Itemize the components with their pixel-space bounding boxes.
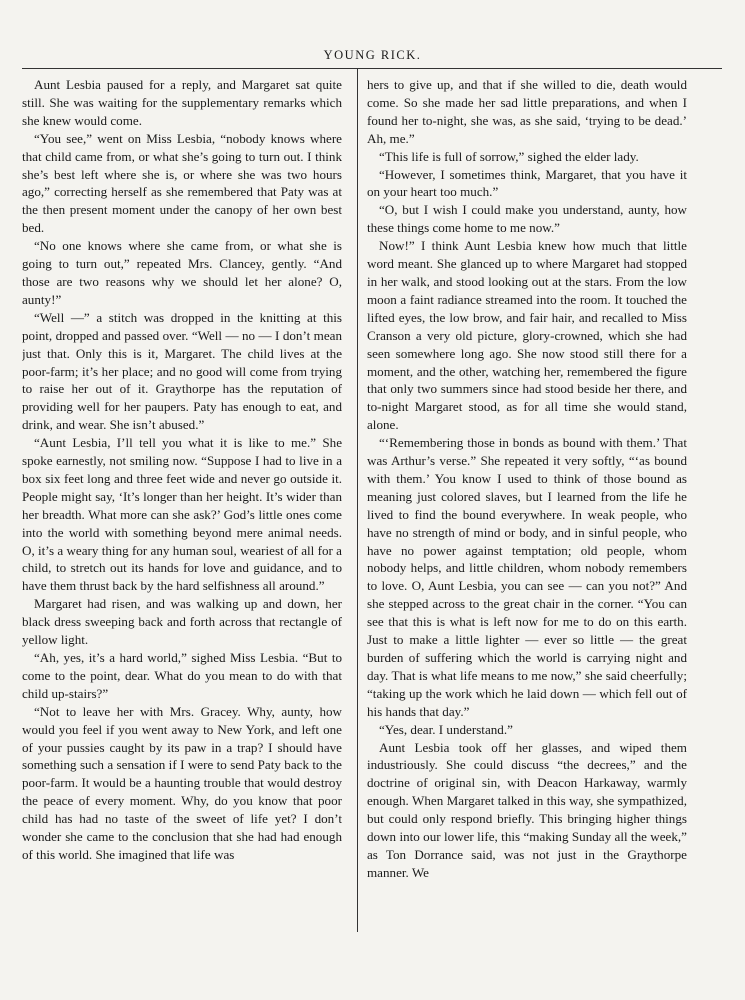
paragraph: “O, but I wish I could make you understand, aunty, how these things come home to me now.” bbox=[367, 202, 687, 236]
paragraph: “You see,” went on Miss Lesbia, “nobody knows where that child came from, or what she’s going to turn out. I think she’s best left where she is, or where she was two hours ago,” correcting herself as she remembered that Paty was at the then present moment under the canopy of her own best bed. bbox=[22, 130, 342, 236]
paragraph: Now!” I think Aunt Lesbia knew how much that little word meant. She glanced up to where Margaret had stopped in her walk, and stood looking out at the stars. From the low moon a faint radiance streamed into the room. It touched the lifted eyes, the low brow, and fair hair, and recalled to Miss Cranson a very old picture, glory-crowned, which she had seen somewhere long ago. She now stood still there for a moment, and the other, watching her, remembered the figure that only two summers since had stood beside her there, and to-night Margaret stood, as for all time she would stand, alone. bbox=[367, 238, 687, 433]
paragraph-continued: hers to give up, and that if she willed to die, death would come. So she made her sad little preparations, and when I found her to-night, she was, as she said, ‘trying to be dead.’ Ah, me.” bbox=[367, 77, 687, 146]
paragraph: “Ah, yes, it’s a hard world,” sighed Miss Lesbia. “But to come to the point, dear. What do you mean to do with that child up-stairs?” bbox=[22, 650, 342, 701]
left-column bbox=[22, 76, 342, 932]
header-rule bbox=[22, 68, 722, 69]
paragraph: “‘Remembering those in bonds as bound with them.’ That was Arthur’s verse.” She repeated it very softly, “‘as bound with them.’ You know I used to think of those bound as meaning just colored slaves, but I learned from the life he lived to find the bound everywhere. In weak people, who have no strength of mind or body, and in sinful people, who have no power against temptation; old people, whom nobody helps, and little children, whom nobody remembers to love. O, Aunt Lesbia, you can see — can you not?” And she stepped across to the great chair in the corner. “You can see that this is what is left now for me to do on this earth. Just to make a little lighter — ever so little — the great burden of suffering which the world is carrying night and day. That is what life means to me now,” she said cheerfully; “taking up the work which he laid down — which fell out of his hands that day.” bbox=[367, 435, 687, 719]
paragraph: “Not to leave her with Mrs. Gracey. Why, aunty, how would you feel if you went away to New York, and left one of your pussies caught by its paw in a trap? I should have something such a sensation if I were to send Paty back to the poor-farm. It would be a haunting trouble that would destroy the peace of every moment. Why, do you know that poor child has had no taste of the sweet of life yet? I don’t wonder she came to the conclusion that she had had enough of this world. She imagined that life was bbox=[22, 703, 342, 862]
column-divider bbox=[357, 68, 358, 932]
paragraph: “Yes, dear. I understand.” bbox=[379, 721, 513, 737]
right-column bbox=[367, 76, 687, 932]
paragraph: “Aunt Lesbia, I’ll tell you what it is like to me.” She spoke earnestly, not smiling now. “Suppose I had to live in a box six feet long and three feet wide and never go outside it. People might say, ‘It’s longer than her height. It’s wider than her breadth. What more can she ask?’ God’s little ones come into the world with something beyond mere animal needs. O, it’s a weary thing for any human soul, weariest of all for a child, to stretch out its hands for love and guidance, and to have them thrust back by the hard selfishness all around.” bbox=[22, 435, 342, 594]
paragraph: “No one knows where she came from, or what she is going to turn out,” repeated Mrs. Clancey, gently. “And those are two reasons why we should let her alone? O, aunty!” bbox=[22, 238, 342, 307]
paragraph: “However, I sometimes think, Margaret, that you have it on your heart too much.” bbox=[367, 166, 687, 200]
paragraph: Aunt Lesbia paused for a reply, and Margaret sat quite still. She was waiting for the supplementary remarks which she knew would come. bbox=[22, 77, 342, 128]
paragraph: “This life is full of sorrow,” sighed the elder lady. bbox=[379, 148, 639, 164]
paragraph: Aunt Lesbia took off her glasses, and wiped them industriously. She could discuss “the decrees,” and the doctrine of original sin, with Deacon Harkaway, warmly enough. When Margaret talked in this way, she sympathized, but could only respond briefly. This bringing higher things down into our lower life, this “making Sunday all the week,” as Ton Dorrance said, was not just in the Graythorpe manner. We bbox=[367, 739, 687, 880]
paragraph: Margaret had risen, and was walking up and down, her black dress sweeping back and forth across that rectangle of yellow light. bbox=[22, 596, 342, 648]
paragraph: “Well —” a stitch was dropped in the knitting at this point, dropped and passed over. “Well — no — I don’t mean just that. Only this is it, Margaret. The child lives at the poor-farm; it’s her place; and no good will come from trying to raise her out of it. Graythorpe has the reputation of providing well for her paupers. Paty has enough to eat, and drink, and wear. She isn’t abused.” bbox=[22, 309, 342, 433]
running-head: YOUNG RICK. bbox=[323, 48, 422, 62]
